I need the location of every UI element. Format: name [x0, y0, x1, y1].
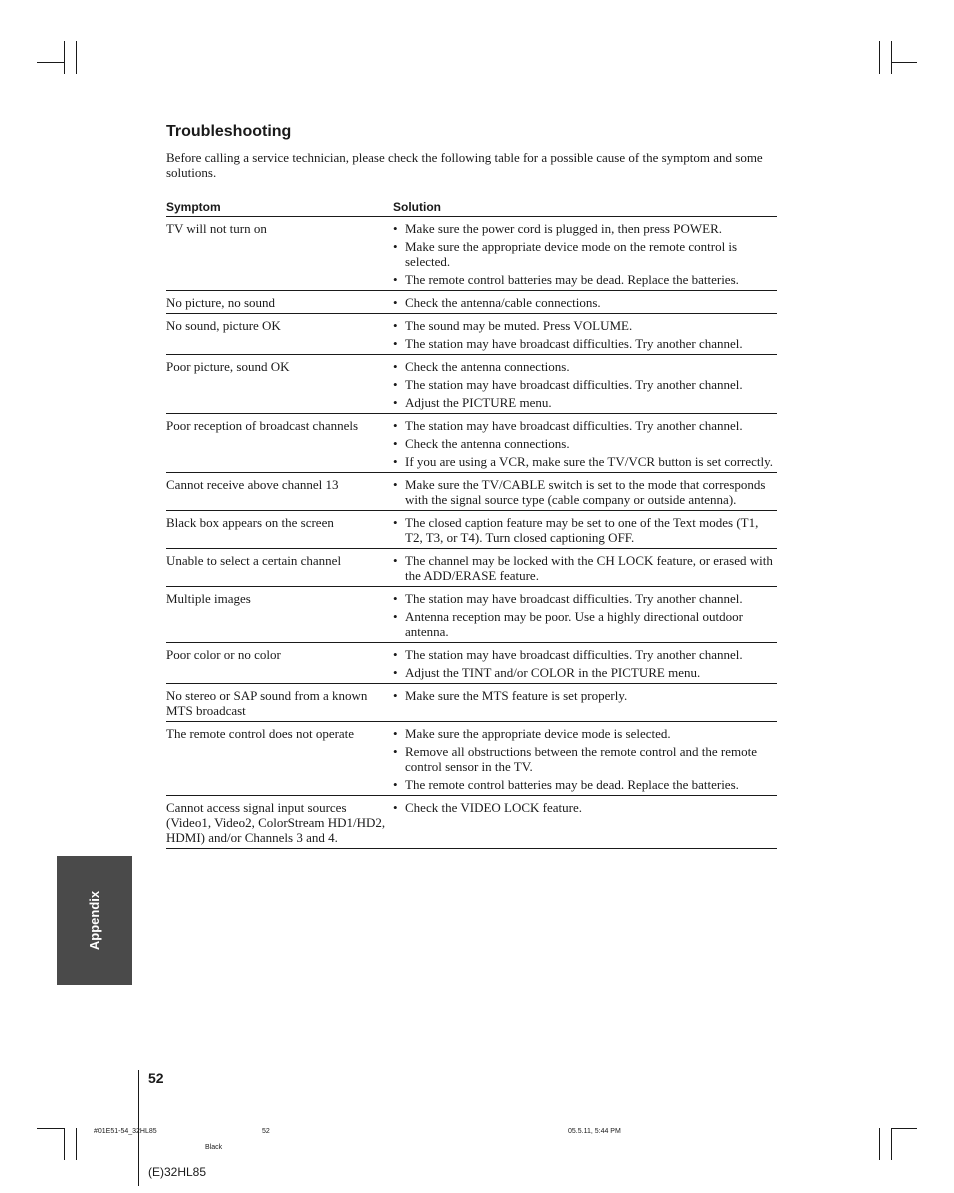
- solution-list: [393, 477, 777, 507]
- solution-list: [393, 591, 777, 639]
- solution-list: [393, 688, 777, 703]
- table-row: [166, 643, 777, 684]
- solution-list: [393, 553, 777, 583]
- solution-list: [393, 221, 777, 287]
- crop-mark: [76, 1128, 77, 1160]
- solution-list: [393, 800, 777, 815]
- solution-cell: [393, 515, 777, 545]
- solution-item: • The remote control batteries may be dead. Replace the batteries.: [393, 272, 777, 287]
- solution-item: • The station may have broadcast difficulties. Try another channel.: [393, 591, 777, 606]
- symptom-cell: The remote control does not operate: [166, 726, 355, 741]
- symptom-cell: No stereo or SAP sound from a known MTS broadcast: [166, 688, 368, 718]
- solution-cell: [393, 553, 777, 583]
- symptom-column-header: Symptom: [166, 200, 221, 214]
- crop-mark: [891, 62, 917, 63]
- solution-list: [393, 418, 777, 469]
- solution-item: • Check the antenna connections.: [393, 436, 777, 451]
- solution-item: • The station may have broadcast difficulties. Try another channel.: [393, 647, 777, 662]
- solution-list: [393, 295, 777, 310]
- footer-color: Black: [205, 1144, 223, 1151]
- solution-cell: [393, 477, 777, 507]
- symptom-cell: No picture, no sound: [166, 295, 276, 310]
- page-title: Troubleshooting: [166, 123, 292, 140]
- solution-cell: [393, 800, 777, 845]
- solution-cell: [393, 318, 777, 351]
- symptom-cell: Poor picture, sound OK: [166, 359, 290, 374]
- symptom-cell: Unable to select a certain channel: [166, 553, 342, 568]
- solution-cell: [393, 647, 777, 680]
- table-row: [166, 684, 777, 722]
- solution-item: • Make sure the appropriate device mode is selected.: [393, 726, 777, 741]
- model-code: (E)32HL85: [148, 1165, 207, 1179]
- solution-cell: [393, 359, 777, 410]
- crop-mark: [879, 41, 880, 74]
- symptom-cell: Poor reception of broadcast channels: [166, 418, 359, 433]
- solution-cell: [393, 591, 777, 639]
- solution-item: • The station may have broadcast difficulties. Try another channel.: [393, 377, 777, 392]
- table-row: [166, 511, 777, 549]
- table-body: [166, 217, 777, 849]
- solution-item: • Check the antenna/cable connections.: [393, 295, 777, 310]
- solution-list: [393, 318, 777, 351]
- symptom-cell: Cannot receive above channel 13: [166, 477, 339, 492]
- crop-mark: [891, 1128, 892, 1160]
- footer-date: 05.5.11, 5:44 PM: [568, 1128, 621, 1135]
- appendix-tab-label: Appendix: [87, 890, 102, 951]
- solution-item: • Remove all obstructions between the remote control and the remote control sensor in the TV.: [393, 744, 777, 774]
- footer-file: #01E51-54_32HL85: [94, 1128, 157, 1135]
- crop-mark: [76, 41, 77, 74]
- solution-cell: [393, 418, 777, 469]
- solution-item: • Make sure the power cord is plugged in, then press POWER.: [393, 221, 777, 236]
- solution-cell: [393, 726, 777, 792]
- table-row: [166, 217, 777, 291]
- solution-item: • Adjust the TINT and/or COLOR in the PICTURE menu.: [393, 665, 777, 680]
- symptom-cell: Black box appears on the screen: [166, 515, 334, 530]
- table-row: [166, 414, 777, 473]
- table-row: [166, 722, 777, 796]
- table-row: [166, 291, 777, 314]
- symptom-cell: Poor color or no color: [166, 647, 281, 662]
- symptom-cell: Cannot access signal input sources (Video1, Video2, ColorStream HD1/HD2, HDMI) and/or Channels 3 and 4.: [166, 800, 386, 845]
- solution-item: • The station may have broadcast difficulties. Try another channel.: [393, 418, 777, 433]
- symptom-cell: Multiple images: [166, 591, 251, 606]
- solution-list: [393, 647, 777, 680]
- symptom-cell: TV will not turn on: [166, 221, 267, 236]
- table-row: [166, 473, 777, 511]
- solution-item: • Adjust the PICTURE menu.: [393, 395, 777, 410]
- page-number: 52: [148, 1070, 164, 1086]
- crop-mark: [37, 62, 64, 63]
- table-row: [166, 587, 777, 643]
- table-row: [166, 796, 777, 849]
- symptom-cell: No sound, picture OK: [166, 318, 281, 333]
- appendix-tab: [57, 856, 132, 985]
- intro-paragraph: Before calling a service technician, please check the following table for a possible cause of the symptom and some solutions.: [166, 150, 763, 180]
- crop-mark: [879, 1128, 880, 1160]
- solution-item: • The sound may be muted. Press VOLUME.: [393, 318, 777, 333]
- solution-item: • The closed caption feature may be set to one of the Text modes (T1, T2, T3, or T4). Turn closed captioning OFF.: [393, 515, 777, 545]
- table-row: [166, 314, 777, 355]
- troubleshooting-table: [166, 200, 777, 849]
- solution-cell: [393, 221, 777, 287]
- solution-item: • The station may have broadcast difficulties. Try another channel.: [393, 336, 777, 351]
- solution-item: • Make sure the MTS feature is set properly.: [393, 688, 777, 703]
- crop-mark: [37, 1128, 64, 1129]
- footer-page: 52: [262, 1128, 270, 1135]
- crop-mark: [64, 41, 65, 74]
- solution-cell: [393, 688, 777, 718]
- table-header: [166, 200, 777, 217]
- solution-item: • Check the VIDEO LOCK feature.: [393, 800, 777, 815]
- solution-list: [393, 359, 777, 410]
- table-row: [166, 549, 777, 587]
- solution-cell: [393, 295, 777, 310]
- solution-item: • Make sure the appropriate device mode on the remote control is selected.: [393, 239, 777, 269]
- crop-mark: [891, 41, 892, 74]
- solution-item: • Make sure the TV/CABLE switch is set to the mode that corresponds with the signal source type (cable company or outside antenna).: [393, 477, 777, 507]
- crop-mark: [64, 1128, 65, 1160]
- solution-item: • If you are using a VCR, make sure the TV/VCR button is set correctly.: [393, 454, 777, 469]
- solution-item: • The channel may be locked with the CH LOCK feature, or erased with the ADD/ERASE feature.: [393, 553, 777, 583]
- solution-column-header: Solution: [393, 200, 441, 214]
- solution-item: • The remote control batteries may be dead. Replace the batteries.: [393, 777, 777, 792]
- solution-list: [393, 726, 777, 792]
- solution-list: [393, 515, 777, 545]
- table-row: [166, 355, 777, 414]
- solution-item: • Check the antenna connections.: [393, 359, 777, 374]
- solution-item: • Antenna reception may be poor. Use a highly directional outdoor antenna.: [393, 609, 777, 639]
- crop-mark: [891, 1128, 917, 1129]
